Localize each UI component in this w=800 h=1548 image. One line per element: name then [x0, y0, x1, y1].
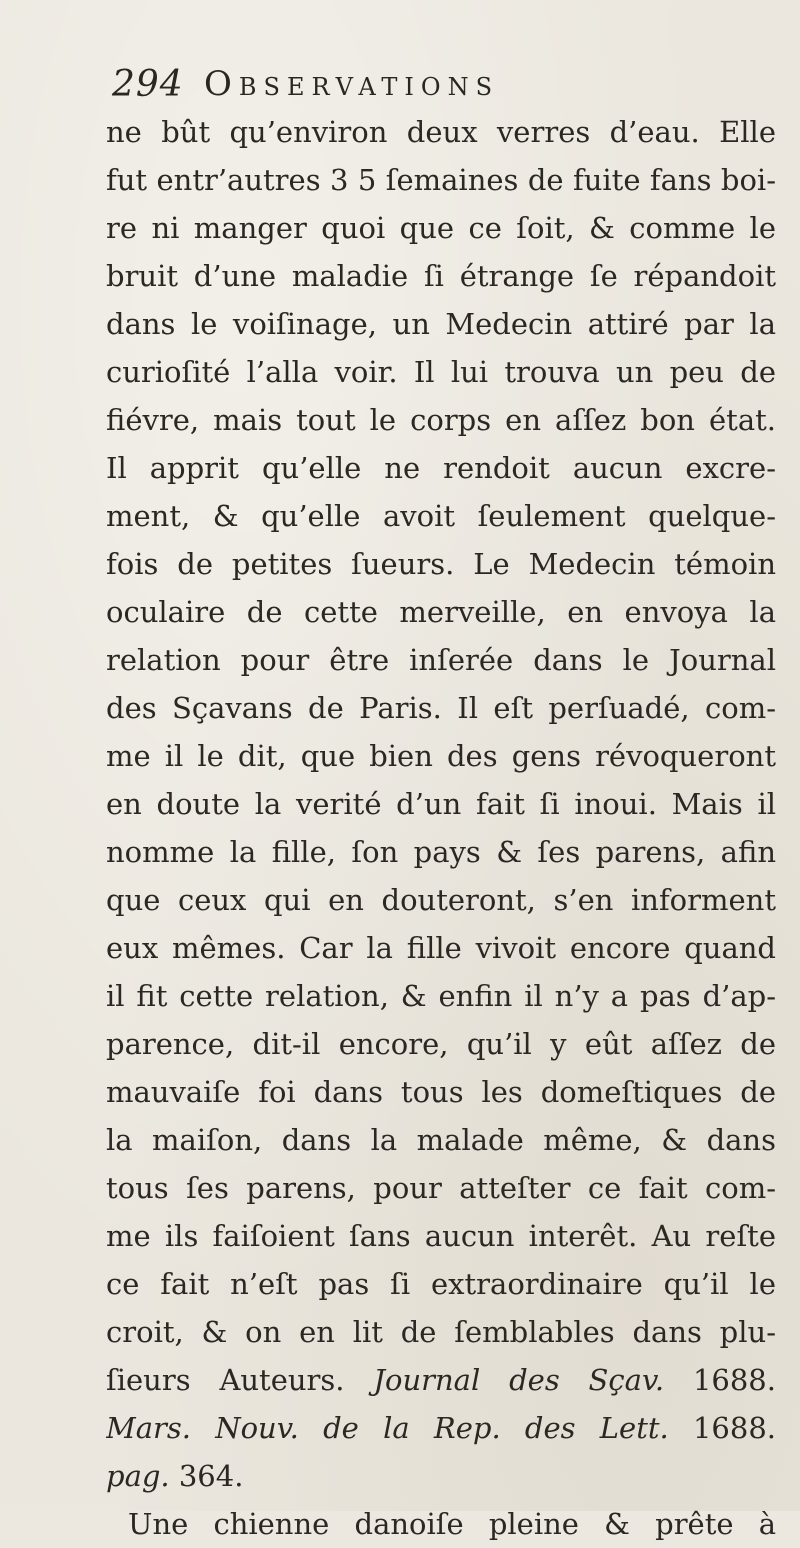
- citation-year: 1688.: [664, 1363, 776, 1397]
- text-line: il fit cette relation, & enfin il n’y a pas d’ap-: [106, 979, 776, 1013]
- citation-line: [106, 1356, 776, 1404]
- text-line: fut entr’autres 3 5 ſemaines de fuite fans boi-: [106, 163, 776, 197]
- text-line: ne bût qu’environ deux verres d’eau. Elle: [106, 115, 776, 149]
- text-line: relation pour être inſerée dans le Journal: [106, 643, 776, 677]
- text-line: des Sçavans de Paris. Il eſt perſuadé, com-: [106, 691, 776, 725]
- text-line: Il apprit qu’elle ne rendoit aucun excre-: [106, 451, 776, 485]
- citation-year: 1688.: [668, 1411, 776, 1445]
- text-line: fois de petites ſueurs. Le Medecin témoin: [106, 547, 776, 581]
- text-line: croit, & on en lit de ſemblables dans plu-: [106, 1315, 776, 1349]
- text-line: re ni manger quoi que ce ſoit, & comme le: [106, 211, 776, 245]
- text-line: mauvaiſe foi dans tous les domeſtiques de: [106, 1075, 776, 1109]
- text-line: oculaire de cette merveille, en envoya la: [106, 595, 776, 629]
- citation-page-number: 364.: [169, 1459, 244, 1493]
- text-line: tous ſes parens, pour atteſter ce fait com-: [106, 1171, 776, 1205]
- citation-journal: Journal des Sçav.: [373, 1363, 665, 1397]
- page-header: [112, 60, 672, 108]
- text-line: la maiſon, dans la malade même, & dans: [106, 1123, 776, 1157]
- text-line: me il le dit, que bien des gens révoqueront: [106, 739, 776, 773]
- text-line: eux mêmes. Car la fille vivoit encore quand: [106, 931, 776, 965]
- text-line: bruit d’une maladie ſi étrange ſe répandoit: [106, 259, 776, 293]
- text-line: que ceux qui en douteront, s’en informent: [106, 883, 776, 917]
- text-line: Une chienne danoiſe pleine & prête à: [128, 1507, 776, 1541]
- text-line: en doute la verité d’un fait ſi inoui. Mais il: [106, 787, 776, 821]
- body-text: [106, 108, 776, 1548]
- text-line: parence, dit-il encore, qu’il y eût aſſez de: [106, 1027, 776, 1061]
- text-line: me ils faiſoient ſans aucun interêt. Au reſte: [106, 1219, 776, 1253]
- text-line: fiévre, mais tout le corps en aſſez bon état.: [106, 403, 776, 437]
- text-line: nomme la fille, ſon pays & ſes parens, afin: [106, 835, 776, 869]
- text-line: curioſité l’alla voir. Il lui trouva un peu de: [106, 355, 776, 389]
- citation-page-label: pag.: [106, 1459, 170, 1493]
- citation-prefix: ſieurs Auteurs.: [106, 1363, 374, 1397]
- citation-line: [106, 1404, 776, 1452]
- page-number: 294: [112, 64, 184, 105]
- running-head: Observations: [204, 64, 500, 104]
- text-line: dans le voiſinage, un Medecin attiré par la: [106, 307, 776, 341]
- citation-source: Mars. Nouv. de la Rep. des Lett.: [106, 1411, 669, 1445]
- citation-line: [106, 1452, 776, 1500]
- text-line: ce fait n’eſt pas ſi extraordinaire qu’il le: [106, 1267, 776, 1301]
- text-line: ment, & qu’elle avoit ſeulement quelque-: [106, 499, 776, 533]
